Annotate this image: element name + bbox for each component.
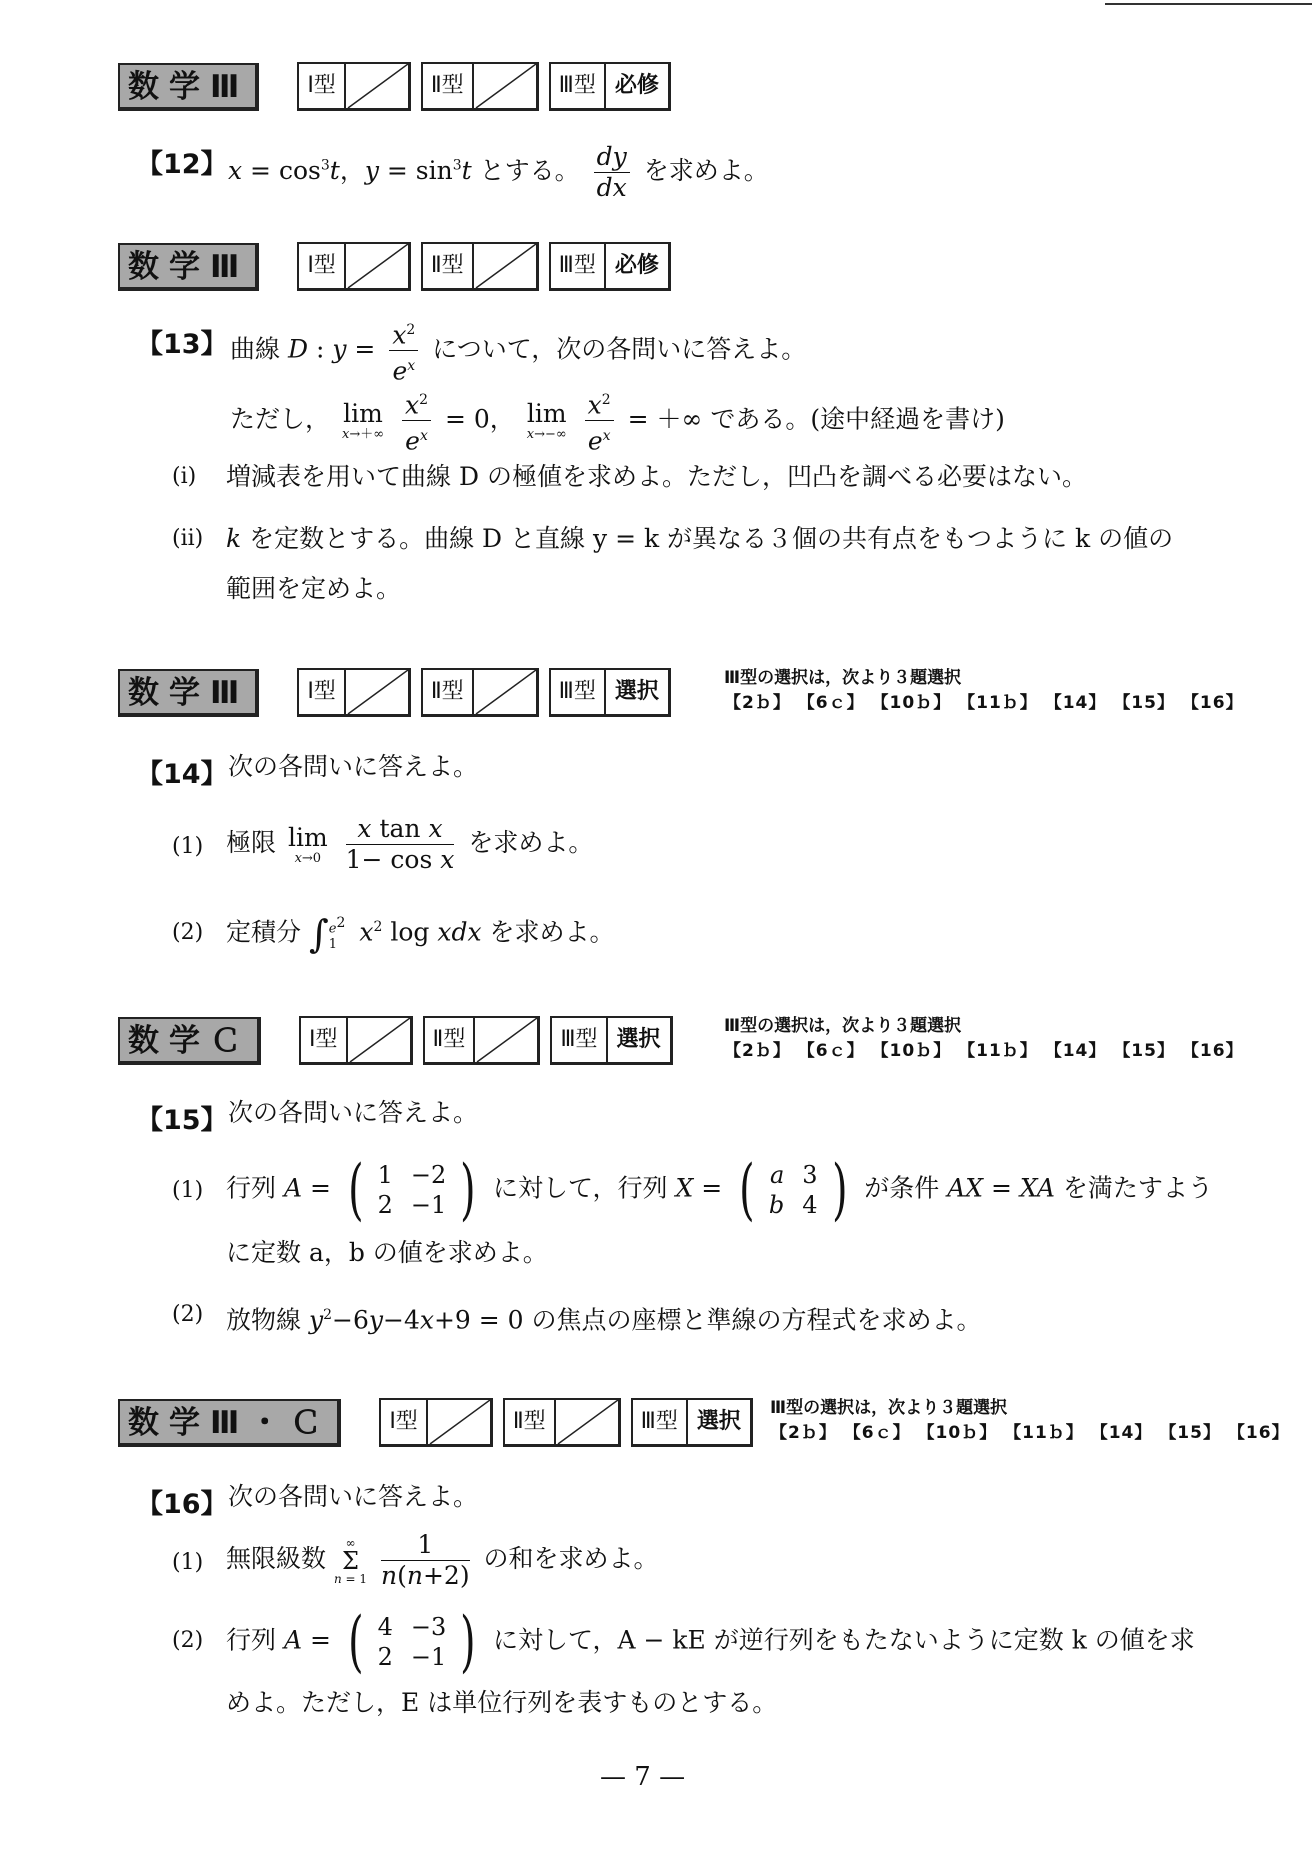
type-3-box: [631, 1398, 753, 1447]
p15-s2: 放物線 $y^2-6y-4x+9 = 0$ の焦点の座標と準線の方程式を求めよ。: [226, 1305, 982, 1335]
problem-13-intro: 曲線 D : y = $\frac{x^2}{e^x}$ について，次の各問いに答えよ。: [230, 315, 806, 387]
type-3-label: Ⅲ型: [558, 73, 596, 98]
p15-s1-line2: に定数 a，b の値を求めよ。: [226, 1238, 548, 1267]
type-3-label: Ⅲ型: [560, 1027, 598, 1052]
type-3-box: [549, 668, 671, 717]
type-2-label: Ⅱ型: [432, 1027, 466, 1052]
type-2-box: [421, 62, 539, 111]
p15-s1-tail2: を満たすよう: [1062, 1173, 1213, 1203]
p16-s2: 行列 A = ( 4 −3 2 −1 ) に対して，A − kE が逆行列をもたないように定数 k の値を求: [226, 1603, 1195, 1680]
p13-intro: 曲線: [230, 334, 281, 364]
slash-cell: [554, 1400, 618, 1444]
type-3-box: [550, 1016, 672, 1065]
note-items: [724, 691, 1244, 716]
type-2-label: Ⅱ型: [430, 253, 464, 278]
subq-label: (1): [172, 1550, 204, 1575]
p15-s1-pre: 行列: [226, 1173, 277, 1203]
subq-label: (2): [172, 1302, 204, 1327]
p13-ii-text1: を定数とする。曲線 D と直線 y = k が異なる３個の共有点をもつように k の値の: [249, 524, 1174, 553]
note-items: [724, 1039, 1244, 1064]
p13-ii-line1: k を定数とする。曲線 D と直線 y = k が異なる３個の共有点をもつように k の値の: [226, 524, 1174, 553]
type-2-label: Ⅱ型: [512, 1409, 546, 1434]
slash-cell: [344, 64, 408, 108]
slash-cell: [344, 670, 408, 714]
note-line1: Ⅲ型の選択は，次より３題選択: [724, 668, 962, 688]
note-item: 【15】: [1159, 1423, 1221, 1443]
p14-s1: 極限 lim x→0 $\frac{\text{x tan x}}{\text{1− cos x}}$ を求めよ。: [226, 814, 594, 874]
type-3-label: Ⅲ型: [640, 1409, 678, 1434]
note-item: 【2ｂ】: [724, 1041, 791, 1061]
note-item: 【16】: [1181, 693, 1244, 713]
matrix-a: ( 1 −2 2 −1 ): [348, 1151, 476, 1228]
note-items: [770, 1421, 1290, 1446]
note-item: 【6ｃ】: [797, 693, 865, 713]
matrix-x: ( a 3 b 4 ): [739, 1151, 848, 1228]
note-item: 【2ｂ】: [770, 1423, 837, 1443]
type-3-box: [549, 62, 671, 111]
subq-label: (1): [172, 834, 204, 859]
problem-number: 【13】: [136, 329, 228, 360]
p15-s1-mid: に対して，行列: [493, 1173, 668, 1203]
p13-cond-pre: ただし，: [230, 404, 331, 434]
section-header-1: [118, 62, 671, 111]
note-line1: Ⅲ型の選択は，次より３題選択: [770, 1398, 1008, 1418]
type-1-box: [297, 62, 411, 111]
p14-s1-pre: 極限: [226, 828, 277, 857]
type-1-label: Ⅰ型: [307, 253, 336, 278]
status-cell: 選択: [606, 1018, 670, 1062]
page-number: — 7 —: [600, 1762, 686, 1792]
subq-label: (i): [172, 464, 197, 489]
subject-label: 数学Ⅲ・Ｃ: [118, 1399, 341, 1447]
p16-intro: 次の各問いに答えよ。: [228, 1482, 479, 1511]
type-3-box: [549, 242, 671, 291]
type-1-label: Ⅰ型: [307, 73, 336, 98]
p16-s2-line2: めよ。ただし，E は単位行列を表すものとする。: [226, 1688, 778, 1717]
type-3-label: Ⅲ型: [558, 679, 596, 704]
type-1-label: Ⅰ型: [307, 679, 336, 704]
status-cell: 必修: [604, 64, 668, 108]
subject-label: 数学Ⅲ: [118, 669, 259, 717]
section-header-5: [118, 1398, 753, 1447]
note-item: 【11ｂ】: [1004, 1423, 1084, 1443]
problem-number: 【16】: [136, 1489, 228, 1520]
p15-intro: 次の各問いに答えよ。: [228, 1098, 479, 1127]
type-2-box: [421, 242, 539, 291]
slash-cell: [344, 244, 408, 288]
selection-note: [724, 1014, 1244, 1064]
slash-cell: [472, 244, 536, 288]
note-item: 【16】: [1181, 1041, 1244, 1061]
p14-s1-tail: を求めよ。: [468, 828, 594, 857]
note-item: 【6ｃ】: [797, 1041, 865, 1061]
p15-s1: 行列 A = ( 1 −2 2 −1 ) に対して，行列 X = ( a 3 b 4 ) が条件 AX = XA を満たすよう: [226, 1151, 1213, 1228]
slash-cell: [426, 1400, 490, 1444]
note-item: 【15】: [1113, 693, 1175, 713]
slash-cell: [472, 670, 536, 714]
p14-s2-tail: を求めよ。: [489, 917, 615, 947]
p15-s2-tail: の焦点の座標と準線の方程式を求めよ。: [531, 1305, 982, 1335]
note-line1: Ⅲ型の選択は，次より３題選択: [724, 1016, 962, 1036]
type-1-label: Ⅰ型: [389, 1409, 418, 1434]
problem-number: 【14】: [136, 759, 228, 790]
selection-note: [770, 1396, 1290, 1446]
p16-s2-tail: に対して，A − kE が逆行列をもたないように定数 k の値を求: [493, 1625, 1195, 1655]
top-rule: [1105, 3, 1312, 5]
p14-s2-pre: 定積分: [226, 917, 302, 947]
p16-s2-pre: 行列: [226, 1625, 277, 1655]
slash-cell: [473, 1018, 537, 1062]
section-header-3: [118, 668, 671, 717]
type-2-label: Ⅱ型: [430, 73, 464, 98]
subq-label: (ii): [172, 526, 204, 551]
p13-intro-tail: について，次の各問いに答えよ。: [432, 334, 807, 364]
slash-cell: [346, 1018, 410, 1062]
note-item: 【14】: [1090, 1423, 1153, 1443]
section-header-2: [118, 242, 671, 291]
problem-13-condition: ただし， lim x→＋∞ $\frac{x^2}{e^x}$ = 0， lim x→−∞ $\frac{x^2}{e^x}$ = ＋∞ である。(途中経過を書け): [230, 385, 1005, 457]
status-cell: 選択: [686, 1400, 750, 1444]
note-item: 【10ｂ】: [871, 693, 952, 713]
note-item: 【2ｂ】: [724, 693, 791, 713]
p16-s1-tail: の和を求めよ。: [483, 1544, 659, 1573]
note-item: 【11ｂ】: [958, 693, 1038, 713]
subject-label: 数学Ｃ: [118, 1017, 261, 1065]
note-item: 【10ｂ】: [871, 1041, 952, 1061]
p14-intro: 次の各問いに答えよ。: [228, 752, 479, 781]
subject-label: 数学Ⅲ: [118, 63, 259, 111]
p15-s2-pre: 放物線: [226, 1305, 302, 1335]
slash-cell: [472, 64, 536, 108]
type-2-box: [421, 668, 539, 717]
type-2-box: [423, 1016, 541, 1065]
note-item: 【14】: [1044, 1041, 1107, 1061]
subq-label: (2): [172, 920, 204, 945]
p13-i-text: 増減表を用いて曲線 D の極値を求めよ。ただし，凹凸を調べる必要はない。: [226, 462, 1087, 491]
type-1-box: [297, 668, 411, 717]
section-header-4: [118, 1016, 673, 1065]
matrix-a: ( 4 −3 2 −1 ): [348, 1603, 476, 1680]
subq-label: (2): [172, 1628, 204, 1653]
problem-number: 【15】: [136, 1105, 228, 1136]
type-1-box: [379, 1398, 493, 1447]
p12-tail: を求めよ。: [643, 156, 769, 185]
note-item: 【16】: [1227, 1423, 1290, 1443]
selection-note: [724, 666, 1244, 716]
note-item: 【14】: [1044, 693, 1107, 713]
status-cell: 選択: [604, 670, 668, 714]
problem-12-text: $x = \cos^3t$，$y = \sin^3t$ とする。 $\frac{dy}{dx}$ を求めよ。: [228, 142, 769, 202]
p15-s1-tail: が条件: [864, 1173, 940, 1203]
type-2-box: [503, 1398, 621, 1447]
note-item: 【6ｃ】: [843, 1423, 911, 1443]
p16-s1-pre: 無限級数: [226, 1544, 327, 1573]
p13-cond-tail: である。(途中経過を書け): [710, 404, 1005, 434]
p16-s1: 無限級数 ∞ Σ n = 1 $\frac{1}{n(n+2)}$ の和を求めよ。: [226, 1530, 659, 1590]
note-item: 【10ｂ】: [917, 1423, 998, 1443]
type-3-label: Ⅲ型: [558, 253, 596, 278]
type-2-label: Ⅱ型: [430, 679, 464, 704]
type-1-box: [297, 242, 411, 291]
note-item: 【15】: [1113, 1041, 1175, 1061]
status-cell: 必修: [604, 244, 668, 288]
type-1-box: [299, 1016, 413, 1065]
p14-s2: 定積分 $\int e^2$ 1 $x^2$ log xdx を求めよ。: [226, 911, 615, 956]
p13-ii-line2: 範囲を定めよ。: [226, 574, 402, 603]
note-item: 【11ｂ】: [958, 1041, 1038, 1061]
type-1-label: Ⅰ型: [309, 1027, 338, 1052]
subq-label: (1): [172, 1178, 204, 1203]
subject-label: 数学Ⅲ: [118, 243, 259, 291]
problem-number: 【12】: [136, 149, 228, 180]
